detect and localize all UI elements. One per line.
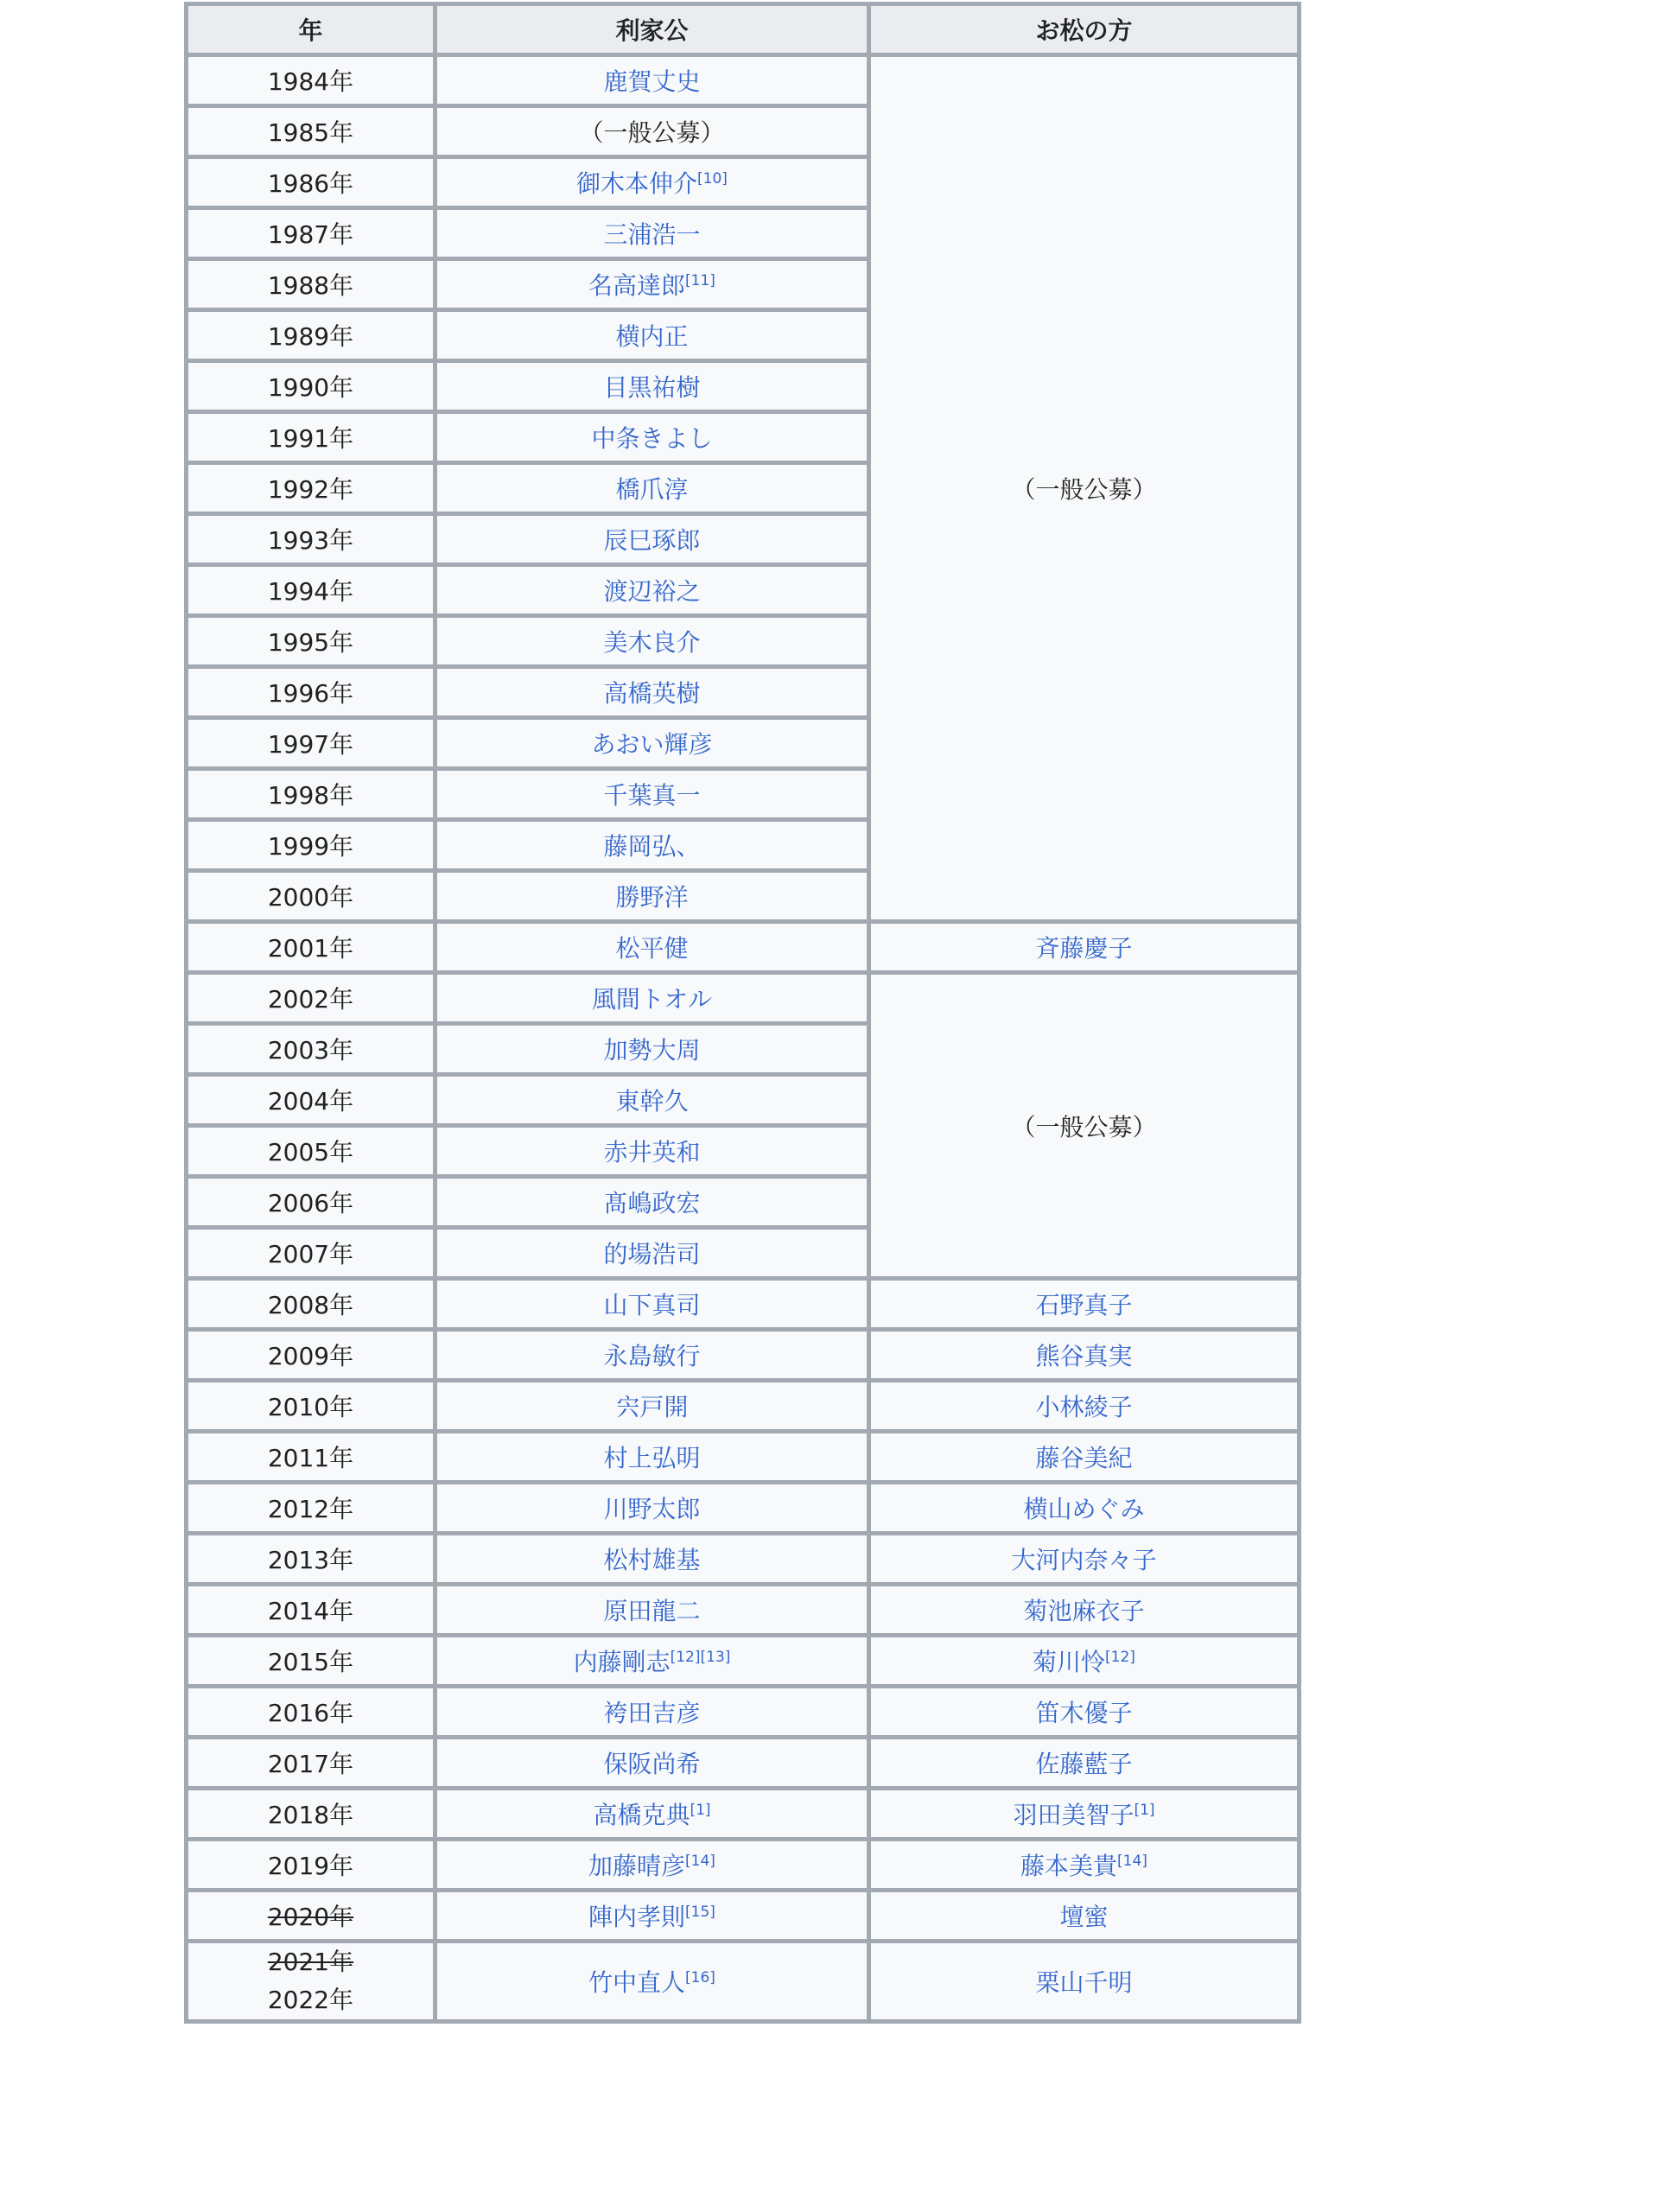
table-row <box>187 1840 1300 1891</box>
toshiie-link[interactable]: 内藤剛志 <box>573 1648 671 1676</box>
toshiie-link[interactable]: 辰巳琢郎 <box>603 526 701 555</box>
year-text: 2009年 <box>267 1342 354 1370</box>
year-text: 2016年 <box>267 1699 354 1727</box>
year-text: 2000年 <box>267 883 354 912</box>
table-row <box>187 1942 1300 2022</box>
year-cell <box>187 1381 435 1432</box>
table-row <box>187 1789 1300 1840</box>
toshiie-link[interactable]: 宍戸開 <box>615 1393 689 1421</box>
toshiie-cell <box>435 1738 869 1789</box>
omatsu-cell <box>869 1840 1300 1891</box>
toshiie-cell <box>435 514 869 565</box>
year-text: 1984年 <box>267 67 354 96</box>
cast-table <box>184 2 1301 2024</box>
omatsu-cell <box>869 1585 1300 1636</box>
toshiie-link[interactable]: 美木良介 <box>603 628 701 657</box>
toshiie-cell <box>435 1279 869 1330</box>
year-cell <box>187 361 435 412</box>
year-cell <box>187 259 435 310</box>
year-cell <box>187 1075 435 1126</box>
year-cell <box>187 514 435 565</box>
toshiie-cell <box>435 1075 869 1126</box>
year-text: 2013年 <box>267 1546 354 1574</box>
omatsu-cell <box>869 1483 1300 1534</box>
year-cell <box>187 1585 435 1636</box>
toshiie-cell <box>435 1942 869 2022</box>
toshiie-cell <box>435 106 869 157</box>
toshiie-cell <box>435 1534 869 1585</box>
toshiie-cell <box>435 718 869 769</box>
omatsu-cell <box>869 1687 1300 1738</box>
reference-link[interactable]: [10] <box>697 170 728 188</box>
toshiie-link[interactable]: 保阪尚希 <box>603 1750 701 1778</box>
year-cell <box>187 55 435 106</box>
omatsu-link[interactable]: 藤谷美紀 <box>1035 1444 1133 1472</box>
toshiie-cell <box>435 1432 869 1483</box>
year-text: 1993年 <box>267 526 354 555</box>
year-cell <box>187 922 435 973</box>
omatsu-cell <box>869 1381 1300 1432</box>
toshiie-cell <box>435 973 869 1024</box>
toshiie-cell <box>435 871 869 922</box>
omatsu-link[interactable]: 熊谷真実 <box>1035 1342 1133 1370</box>
year-text: 2014年 <box>267 1597 354 1625</box>
omatsu-cell <box>869 1330 1300 1381</box>
reference-link[interactable]: [15] <box>685 1904 715 1921</box>
table-row <box>187 1687 1300 1738</box>
year-cell <box>187 1024 435 1075</box>
toshiie-link[interactable]: 藤岡弘、 <box>603 832 701 861</box>
header-toshiie: 利家公 <box>435 4 869 55</box>
toshiie-cell <box>435 361 869 412</box>
year-text: 1985年 <box>267 118 354 147</box>
toshiie-cell <box>435 1330 869 1381</box>
toshiie-link[interactable]: 原田龍二 <box>603 1597 701 1625</box>
header-omatsu: お松の方 <box>869 4 1300 55</box>
year-text: 1998年 <box>267 781 354 810</box>
table-row <box>187 1585 1300 1636</box>
table-body <box>187 55 1300 2022</box>
year-cell <box>187 616 435 667</box>
omatsu-cell <box>869 1738 1300 1789</box>
toshiie-link[interactable]: 高橋英樹 <box>603 679 701 708</box>
year-text: 2015年 <box>267 1648 354 1676</box>
year-cell <box>187 1534 435 1585</box>
year-cell <box>187 1228 435 1279</box>
year-cell <box>187 1942 435 2022</box>
toshiie-cell <box>435 616 869 667</box>
table-row <box>187 1432 1300 1483</box>
reference-link[interactable]: [14] <box>1117 1853 1147 1870</box>
year-text: 2001年 <box>267 934 354 963</box>
year-cell <box>187 769 435 820</box>
header-row <box>187 4 1300 55</box>
year-text: 1987年 <box>267 220 354 249</box>
toshiie-cell <box>435 1177 869 1228</box>
toshiie-link[interactable]: 陣内孝則 <box>588 1903 686 1931</box>
year-cell <box>187 1738 435 1789</box>
year-text: 2002年 <box>267 985 354 1014</box>
toshiie-link[interactable]: 東幹久 <box>615 1087 689 1116</box>
year-text: 2010年 <box>267 1393 354 1421</box>
table-row <box>187 1330 1300 1381</box>
toshiie-cell <box>435 922 869 973</box>
table-row <box>187 922 1300 973</box>
toshiie-cell <box>435 259 869 310</box>
year-text: 2008年 <box>267 1291 354 1319</box>
table-row <box>187 55 1300 106</box>
toshiie-cell <box>435 820 869 871</box>
reference-link[interactable]: [11] <box>685 272 715 289</box>
toshiie-link[interactable]: 橋爪淳 <box>615 475 689 504</box>
toshiie-link[interactable]: 横内正 <box>615 322 689 351</box>
omatsu-cell <box>869 1534 1300 1585</box>
toshiie-cell <box>435 1789 869 1840</box>
year-cell <box>187 820 435 871</box>
year-cell <box>187 157 435 208</box>
toshiie-cell <box>435 463 869 514</box>
toshiie-link[interactable]: 中条きよし <box>591 424 713 453</box>
year-text: 1995年 <box>267 628 354 657</box>
table-row <box>187 1483 1300 1534</box>
year-text: 2006年 <box>267 1189 354 1217</box>
omatsu-cell <box>869 1789 1300 1840</box>
year-cell <box>187 1840 435 1891</box>
year-cell <box>187 310 435 361</box>
year-text: 2012年 <box>267 1495 354 1523</box>
toshiie-link[interactable]: 村上弘明 <box>603 1444 701 1472</box>
year-cell <box>187 208 435 259</box>
reference-link[interactable]: [1] <box>1134 1802 1155 1819</box>
toshiie-link[interactable]: 渡辺裕之 <box>603 577 701 606</box>
table-row <box>187 1738 1300 1789</box>
year-cell <box>187 1891 435 1942</box>
toshiie-cell <box>435 1585 869 1636</box>
year-cell <box>187 1126 435 1177</box>
omatsu-cell <box>869 1279 1300 1330</box>
year-text: 2005年 <box>267 1138 354 1166</box>
toshiie-cell <box>435 1840 869 1891</box>
year-text: 1999年 <box>267 832 354 861</box>
omatsu-link[interactable]: 斉藤慶子 <box>1035 934 1133 963</box>
toshiie-link[interactable]: あおい輝彦 <box>591 730 713 759</box>
year-cell <box>187 565 435 616</box>
reference-link[interactable]: [1] <box>690 1802 711 1819</box>
year-cell <box>187 871 435 922</box>
year-text: 1988年 <box>267 271 354 300</box>
toshiie-link[interactable]: 御木本伸介 <box>576 169 698 198</box>
toshiie-link[interactable]: 松平健 <box>615 934 689 963</box>
toshiie-cell <box>435 1483 869 1534</box>
toshiie-cell <box>435 1381 869 1432</box>
year-cell <box>187 463 435 514</box>
omatsu-merged-cell <box>869 973 1300 1279</box>
toshiie-cell <box>435 208 869 259</box>
header-year: 年 <box>187 4 435 55</box>
table-row <box>187 1636 1300 1687</box>
year-text: 1989年 <box>267 322 354 351</box>
toshiie-link[interactable]: 的場浩司 <box>603 1240 701 1268</box>
year-cell <box>187 1432 435 1483</box>
toshiie-link[interactable]: 名高達郎 <box>588 271 686 300</box>
omatsu-cell <box>869 1942 1300 2022</box>
toshiie-link[interactable]: 鹿賀丈史 <box>603 67 701 96</box>
year-cell <box>187 1789 435 1840</box>
table-row <box>187 1534 1300 1585</box>
toshiie-cell <box>435 1891 869 1942</box>
omatsu-link[interactable]: 壇蜜 <box>1059 1903 1109 1931</box>
toshiie-cell <box>435 769 869 820</box>
year-text: 2003年 <box>267 1036 354 1065</box>
toshiie-cell <box>435 667 869 718</box>
toshiie-link[interactable]: 勝野洋 <box>615 883 689 912</box>
toshiie-link[interactable]: 三浦浩一 <box>603 220 701 249</box>
toshiie-cell <box>435 565 869 616</box>
omatsu-link[interactable]: 小林綾子 <box>1035 1393 1133 1421</box>
toshiie-cell <box>435 310 869 361</box>
year-cell <box>187 412 435 463</box>
toshiie-link[interactable]: 千葉真一 <box>603 781 701 810</box>
toshiie-text: （一般公募） <box>579 118 725 147</box>
omatsu-link[interactable]: 石野真子 <box>1035 1291 1133 1319</box>
year-cell <box>187 718 435 769</box>
year-text: 1997年 <box>267 730 354 759</box>
year-text: 2011年 <box>267 1444 354 1472</box>
year-cell <box>187 1636 435 1687</box>
toshiie-link[interactable]: 川野太郎 <box>603 1495 701 1523</box>
reference-link[interactable]: [16] <box>685 1969 715 1986</box>
table-row <box>187 1279 1300 1330</box>
year-text: 1986年 <box>267 169 354 198</box>
toshiie-link[interactable]: 永島敏行 <box>603 1342 701 1370</box>
year-cell <box>187 1330 435 1381</box>
omatsu-link[interactable]: 羽田美智子 <box>1013 1801 1135 1829</box>
year-text: 1996年 <box>267 679 354 708</box>
toshiie-link[interactable]: 山下真司 <box>603 1291 701 1319</box>
toshiie-link[interactable]: 風間トオル <box>591 985 713 1014</box>
omatsu-link[interactable]: 栗山千明 <box>1035 1968 1133 1997</box>
table-row <box>187 973 1300 1024</box>
toshiie-link[interactable]: 目黒祐樹 <box>603 373 701 402</box>
year-text: 1991年 <box>267 424 354 453</box>
year-text: 2021年 <box>267 1948 354 1976</box>
toshiie-link[interactable]: 赤井英和 <box>603 1138 701 1166</box>
omatsu-cell <box>869 1891 1300 1942</box>
toshiie-cell <box>435 412 869 463</box>
omatsu-text: （一般公募） <box>1011 475 1157 504</box>
year-text: 1990年 <box>267 373 354 402</box>
omatsu-cell <box>869 922 1300 973</box>
year-text: 2004年 <box>267 1087 354 1116</box>
omatsu-link[interactable]: 横山めぐみ <box>1023 1495 1145 1523</box>
year-cell <box>187 1687 435 1738</box>
toshiie-link[interactable]: 松村雄基 <box>603 1546 701 1574</box>
omatsu-merged-cell <box>869 55 1300 922</box>
year-text: 1992年 <box>267 475 354 504</box>
year-cell <box>187 106 435 157</box>
table-row <box>187 1381 1300 1432</box>
year-cell <box>187 1483 435 1534</box>
toshiie-cell <box>435 55 869 106</box>
toshiie-cell <box>435 1636 869 1687</box>
omatsu-link[interactable]: 藤本美貴 <box>1020 1852 1118 1880</box>
year-text: 2007年 <box>267 1240 354 1268</box>
toshiie-link[interactable]: 高橋克典 <box>593 1801 690 1829</box>
omatsu-link[interactable]: 佐藤藍子 <box>1035 1750 1133 1778</box>
year-cell <box>187 973 435 1024</box>
year-text: 2017年 <box>267 1750 354 1778</box>
year-text: 2019年 <box>267 1852 354 1880</box>
toshiie-link[interactable]: 竹中直人 <box>588 1968 686 1997</box>
toshiie-cell <box>435 1024 869 1075</box>
toshiie-link[interactable]: 髙嶋政宏 <box>603 1189 701 1217</box>
toshiie-cell <box>435 1126 869 1177</box>
year-text: 2018年 <box>267 1801 354 1829</box>
omatsu-cell <box>869 1636 1300 1687</box>
toshiie-cell <box>435 1228 869 1279</box>
toshiie-cell <box>435 157 869 208</box>
omatsu-cell <box>869 1432 1300 1483</box>
omatsu-link[interactable]: 大河内奈々子 <box>1011 1546 1157 1574</box>
year-cell <box>187 1279 435 1330</box>
year-cell <box>187 1177 435 1228</box>
reference-link[interactable]: [12][13] <box>670 1649 731 1666</box>
table-row <box>187 1891 1300 1942</box>
toshiie-link[interactable]: 加勢大周 <box>603 1036 701 1065</box>
toshiie-link[interactable]: 袴田吉彦 <box>603 1699 701 1727</box>
omatsu-text: （一般公募） <box>1011 1112 1157 1141</box>
toshiie-cell <box>435 1687 869 1738</box>
year-text-secondary: 2022年 <box>267 1986 354 2014</box>
toshiie-link[interactable]: 加藤晴彦 <box>588 1852 686 1880</box>
omatsu-link[interactable]: 菊池麻衣子 <box>1023 1597 1145 1625</box>
reference-link[interactable]: [12] <box>1105 1649 1135 1666</box>
year-text: 1994年 <box>267 577 354 606</box>
reference-link[interactable]: [14] <box>685 1853 715 1870</box>
year-text: 2020年 <box>267 1903 354 1931</box>
year-cell <box>187 667 435 718</box>
omatsu-link[interactable]: 菊川怜 <box>1033 1648 1106 1676</box>
omatsu-link[interactable]: 笛木優子 <box>1035 1699 1133 1727</box>
